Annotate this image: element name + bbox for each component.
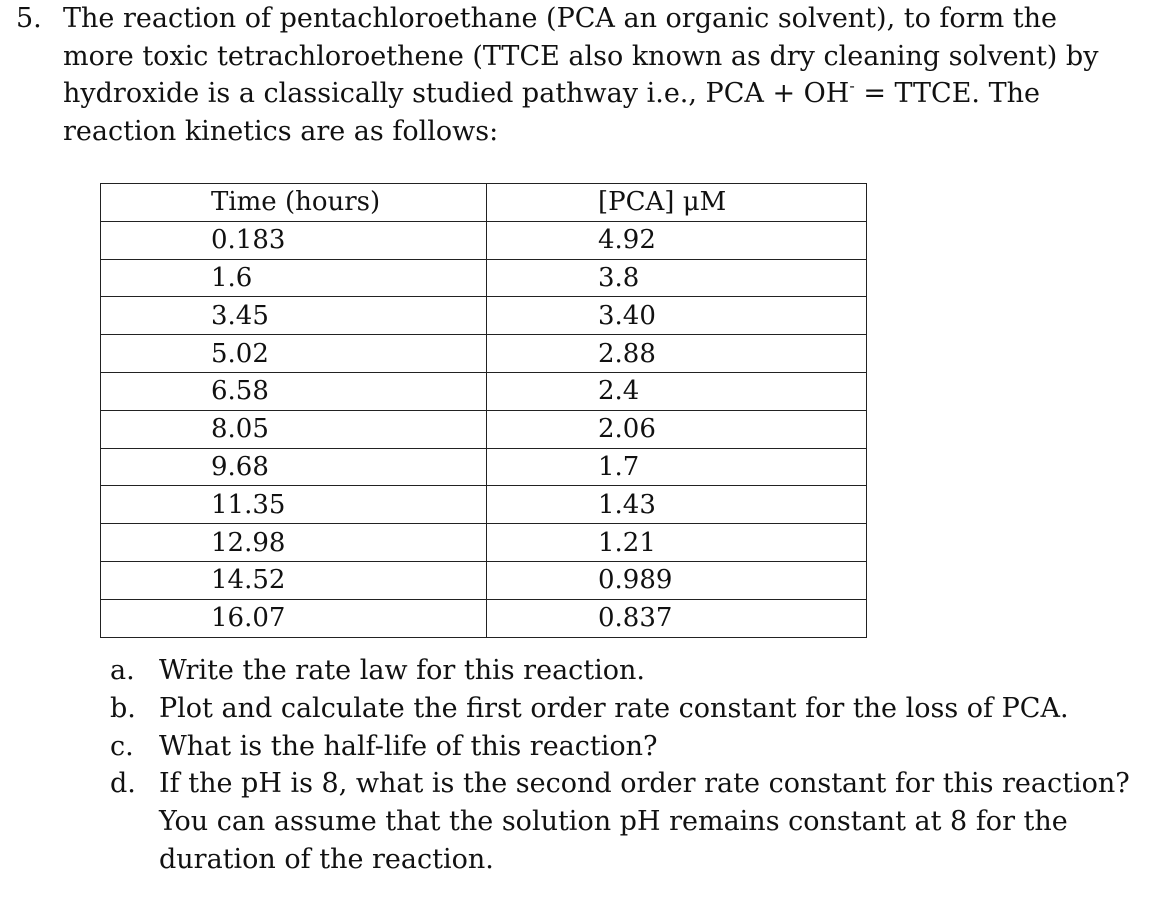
kinetics-table-container xyxy=(100,183,867,638)
header-time: Time (hours) xyxy=(101,184,487,222)
kinetics-table xyxy=(100,183,867,638)
subpart-line: duration of the reaction. xyxy=(159,843,494,875)
table-header-row xyxy=(101,184,867,222)
concentration-cell: 3.8 xyxy=(487,259,867,297)
subpart-item xyxy=(110,652,1160,690)
concentration-cell: 3.40 xyxy=(487,297,867,335)
subpart-item xyxy=(110,690,1160,728)
concentration-cell: 2.06 xyxy=(487,410,867,448)
table-row xyxy=(101,372,867,410)
subpart-letter: a. xyxy=(110,655,135,686)
subpart-line: Write the rate law for this reaction. xyxy=(159,655,645,686)
statement-line-2: more toxic tetrachloroethene (TTCE also known as dry cleaning solvent) by xyxy=(63,40,1099,72)
subpart-line: Plot and calculate the first order rate constant for the loss of PCA. xyxy=(159,692,1069,724)
table-row xyxy=(101,410,867,448)
subpart-letter: d. xyxy=(110,768,136,800)
concentration-cell: 1.7 xyxy=(487,448,867,486)
table-row xyxy=(101,599,867,637)
time-cell: 5.02 xyxy=(101,335,487,373)
table-row xyxy=(101,221,867,259)
subpart-text xyxy=(159,728,1160,766)
time-cell: 12.98 xyxy=(101,524,487,562)
table-row xyxy=(101,259,867,297)
problem-statement xyxy=(63,0,1133,150)
statement-line-3-tail: = TTCE. The xyxy=(854,78,1040,109)
subpart-line: If the pH is 8, what is the second order rate constant for this reaction? xyxy=(159,768,1130,800)
time-cell: 14.52 xyxy=(101,561,487,599)
time-cell: 16.07 xyxy=(101,599,487,637)
hydroxide-charge: - xyxy=(849,76,855,95)
time-cell: 6.58 xyxy=(101,372,487,410)
table-row xyxy=(101,448,867,486)
table-row xyxy=(101,297,867,335)
table-row xyxy=(101,486,867,524)
statement-line-3 xyxy=(63,75,1133,113)
problem-number: 5. xyxy=(16,3,42,34)
header-concentration: [PCA] μM xyxy=(487,184,867,222)
subparts-list xyxy=(110,652,1160,879)
concentration-cell: 1.21 xyxy=(487,524,867,562)
time-cell: 8.05 xyxy=(101,410,487,448)
subpart-letter: c. xyxy=(110,730,134,762)
statement-line-1: The reaction of pentachloroethane (PCA an organic solvent), to form the xyxy=(63,3,1057,34)
subpart-text xyxy=(159,652,1160,690)
statement-line-4: reaction kinetics are as follows: xyxy=(63,115,499,147)
concentration-cell: 1.43 xyxy=(487,486,867,524)
statement-line-3-head: hydroxide is a classically studied pathway i.e., PCA + OH xyxy=(63,78,850,109)
subpart-line: What is the half-life of this reaction? xyxy=(159,730,658,762)
concentration-cell: 2.88 xyxy=(487,335,867,373)
time-cell: 9.68 xyxy=(101,448,487,486)
table-row xyxy=(101,524,867,562)
subpart-item xyxy=(110,728,1160,766)
subpart-text xyxy=(159,690,1160,728)
subpart-line: You can assume that the solution pH remains constant at 8 for the xyxy=(159,806,1068,838)
time-cell: 1.6 xyxy=(101,259,487,297)
time-cell: 3.45 xyxy=(101,297,487,335)
table-row xyxy=(101,561,867,599)
concentration-cell: 0.989 xyxy=(487,561,867,599)
concentration-cell: 4.92 xyxy=(487,221,867,259)
subpart-letter: b. xyxy=(110,692,136,724)
time-cell: 11.35 xyxy=(101,486,487,524)
subpart-text xyxy=(159,765,1160,878)
subpart-item xyxy=(110,765,1160,878)
table-row xyxy=(101,335,867,373)
time-cell: 0.183 xyxy=(101,221,487,259)
concentration-cell: 0.837 xyxy=(487,599,867,637)
concentration-cell: 2.4 xyxy=(487,372,867,410)
